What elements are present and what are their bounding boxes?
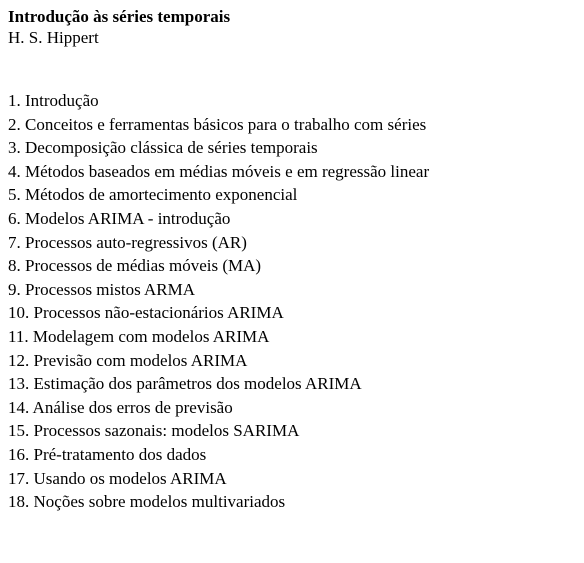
toc-item: 3. Decomposição clássica de séries temporais xyxy=(8,138,318,158)
toc-item: 15. Processos sazonais: modelos SARIMA xyxy=(8,421,300,441)
toc-item: 17. Usando os modelos ARIMA xyxy=(8,468,227,488)
toc-item: 9. Processos mistos ARMA xyxy=(8,279,196,299)
toc-item: 11. Modelagem com modelos ARIMA xyxy=(8,326,270,346)
toc-item: 7. Processos auto-regressivos (AR) xyxy=(8,232,247,252)
toc-item: 2. Conceitos e ferramentas básicos para o trabalho com séries xyxy=(8,114,427,134)
document-page xyxy=(8,6,578,514)
toc-item: 12. Previsão com modelos ARIMA xyxy=(8,350,248,370)
toc-item: 5. Métodos de amortecimento exponencial xyxy=(8,185,298,205)
toc-item: 1. Introdução xyxy=(8,91,99,110)
toc-item: 14. Análise dos erros de previsão xyxy=(8,397,233,417)
toc-item: 10. Processos não-estacionários ARIMA xyxy=(8,303,284,323)
toc-item: 18. Noções sobre modelos multivariados xyxy=(8,492,286,512)
toc-item: 4. Métodos baseados em médias móveis e em regressão linear xyxy=(8,161,430,181)
toc-item: 8. Processos de médias móveis (MA) xyxy=(8,256,262,276)
toc-item: 16. Pré-tratamento dos dados xyxy=(8,444,207,464)
toc-item: 6. Modelos ARIMA - introdução xyxy=(8,208,231,228)
document-author: H. S. Hippert xyxy=(8,28,99,47)
document-title: Introdução às séries temporais xyxy=(8,7,231,26)
toc-item: 13. Estimação dos parâmetros dos modelos ARIMA xyxy=(8,374,362,394)
table-of-contents xyxy=(8,89,578,514)
